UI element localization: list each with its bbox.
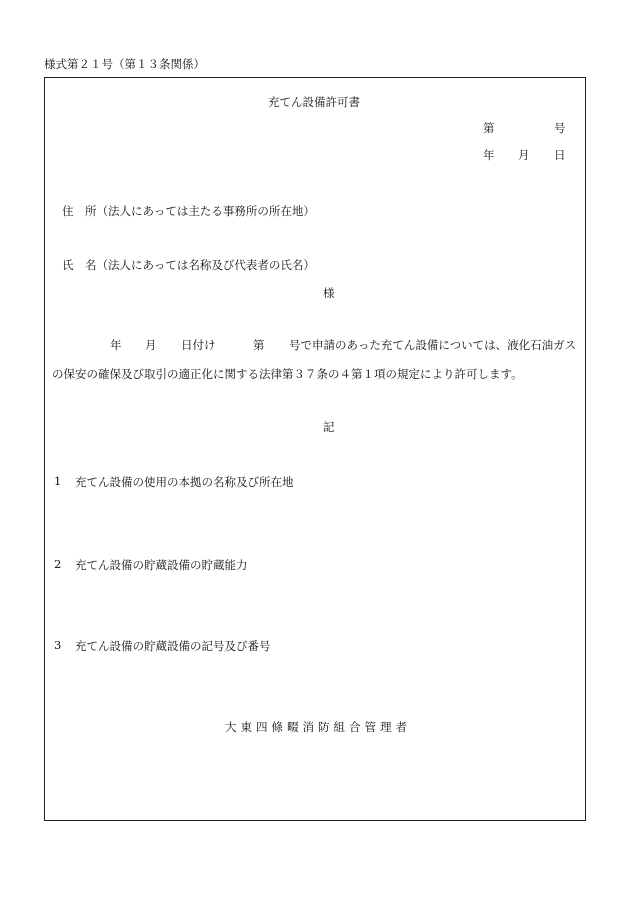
permit-form [44,77,586,821]
address-label: 住 所（法人にあっては主たる事務所の所在地） [62,204,315,218]
issue-date-day: 日 [554,148,566,162]
document-title: 充てん設備許可書 [268,95,360,109]
body-line2-text: の保安の確保及び取引の適正化に関する法律第３７条の４第１項の規定により許可します。 [52,367,523,381]
body-line1-text: 号で申請のあった充てん設備については、液化石油ガス [289,338,577,352]
issue-date-year: 年 [483,148,495,162]
issue-number-suffix: 号 [554,121,566,135]
note-heading: 記 [323,420,335,434]
form-number: 様式第２１号（第１３条関係） [44,57,205,71]
honorific: 様 [323,286,335,300]
body-day-suffix: 日付け [181,338,216,352]
item-2-number: 2 [54,557,62,571]
body-year: 年 [110,338,122,352]
issue-date-month: 月 [518,148,530,162]
issuer-name: 大東四條畷消防組合管理者 [225,720,411,734]
item-1-text: 充てん設備の使用の本拠の名称及び所在地 [75,475,294,489]
body-month: 月 [145,338,157,352]
name-label: 氏 名（法人にあっては名称及び代表者の氏名） [62,258,315,272]
issue-number-prefix: 第 [483,121,495,135]
item-3-text: 充てん設備の貯蔵設備の記号及び番号 [75,639,271,653]
item-1-number: 1 [54,474,62,488]
body-number-prefix: 第 [253,338,265,352]
item-3-number: 3 [54,638,62,652]
item-2-text: 充てん設備の貯蔵設備の貯蔵能力 [75,558,248,572]
